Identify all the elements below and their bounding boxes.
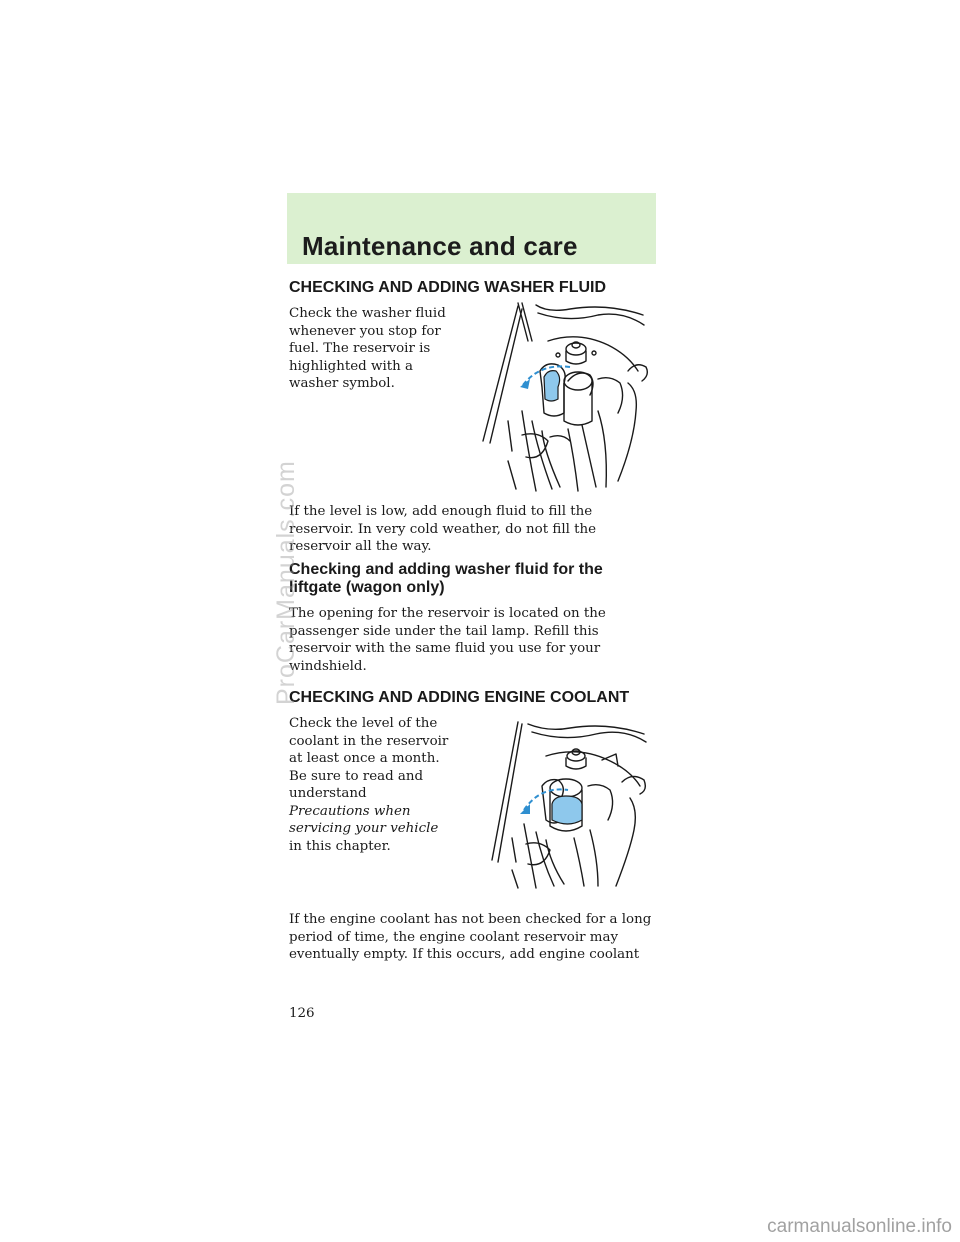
chapter-title: Maintenance and care xyxy=(302,231,578,261)
chapter-header-band xyxy=(287,193,656,264)
watermark-text: ProCarManuals.com xyxy=(272,460,300,705)
washer-low-level-paragraph: If the level is low, add enough fluid to fill the reservoir. In very cold weather, do not fill the reservoir all the way. xyxy=(289,504,597,554)
washer-reservoir-illustration xyxy=(478,301,658,493)
coolant-intro-end: in this chapter. xyxy=(289,838,391,854)
engine-coolant-heading: CHECKING AND ADDING ENGINE COOLANT xyxy=(289,689,630,706)
liftgate-washer-paragraph: The opening for the reservoir is located on the passenger side under the tail lamp. Refill this reservoir with the same fluid you use for your windshield. xyxy=(289,606,606,674)
coolant-body-paragraph: If the engine coolant has not been checked for a long period of time, the engine coolant reservoir may eventually empty. If this occurs, add engine coolant xyxy=(289,912,652,962)
precautions-reference: Precautions when servicing your vehicle xyxy=(289,803,439,836)
page-number: 126 xyxy=(289,1006,315,1021)
coolant-intro xyxy=(289,715,457,855)
washer-fluid-intro: Check the washer fluid whenever you stop for fuel. The reservoir is highlighted with a washer symbol. xyxy=(289,306,446,391)
washer-fluid-heading: CHECKING AND ADDING WASHER FLUID xyxy=(289,279,607,296)
coolant-intro-text: Check the level of the coolant in the reservoir at least once a month. Be sure to read and understand xyxy=(289,716,449,801)
footer-site-link[interactable]: carmanualsonline.info xyxy=(767,1216,952,1237)
coolant-reservoir-illustration xyxy=(484,720,660,890)
liftgate-washer-heading: Checking and adding washer fluid for the liftgate (wagon only) xyxy=(289,561,603,596)
